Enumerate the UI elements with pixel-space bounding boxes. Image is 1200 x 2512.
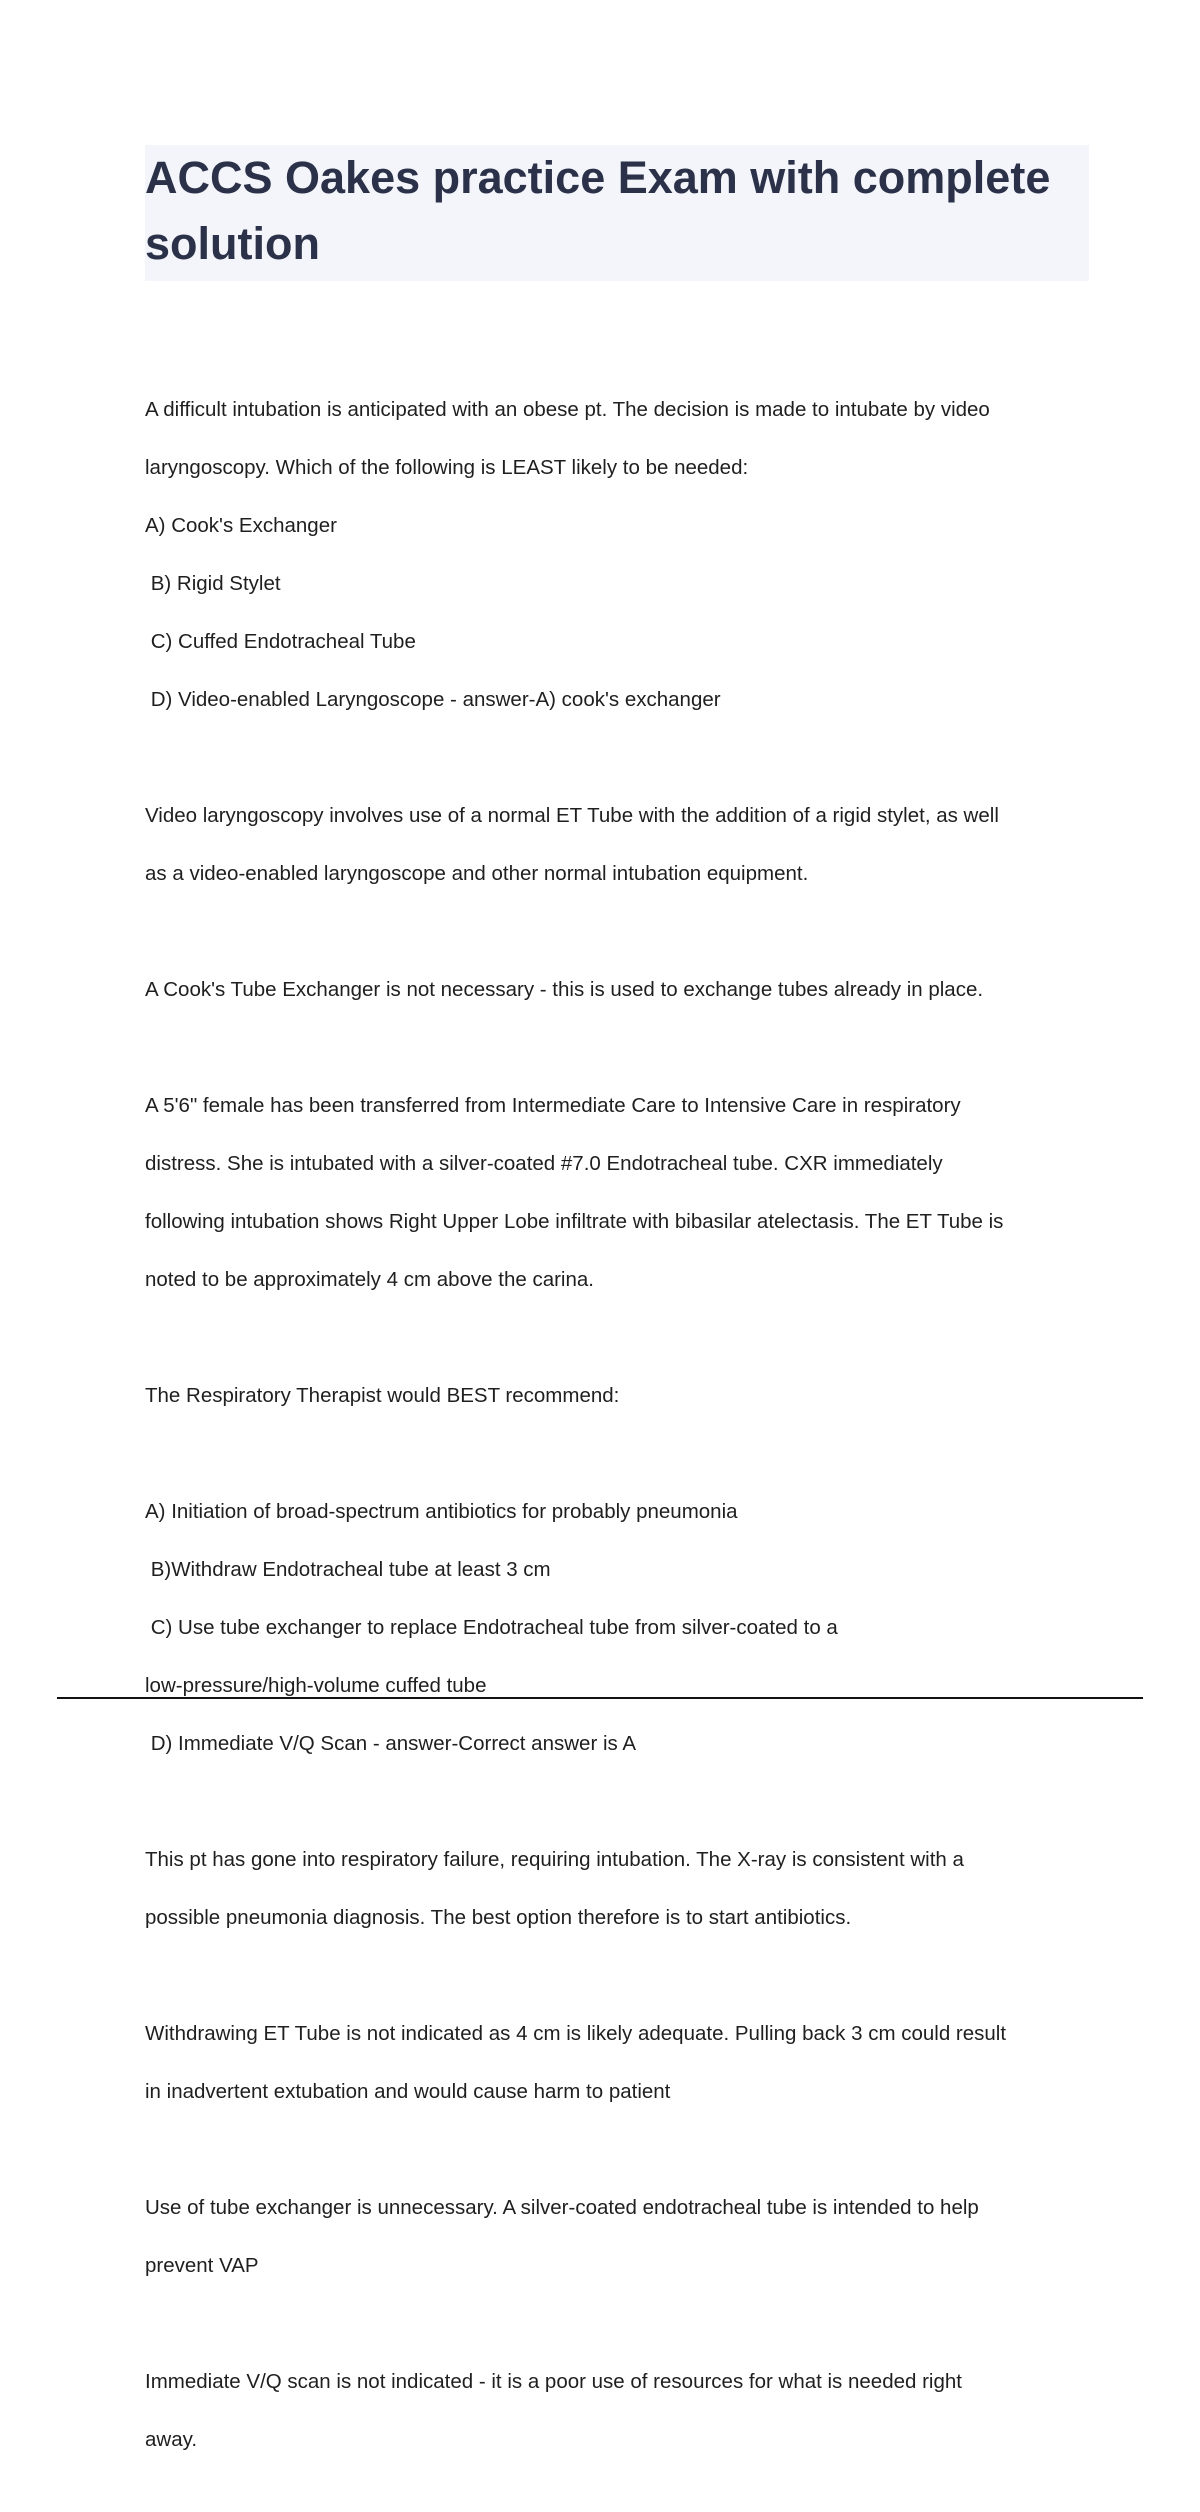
option-c: C) Cuffed Endotracheal Tube [145,630,416,653]
option-d-answer: D) Immediate V/Q Scan - answer-Correct answer is A [145,1732,637,1755]
document-title: ACCS Oakes practice Exam with complete solution [145,152,1051,269]
page-bottom-divider [57,1697,1143,1699]
option-c-continued: low-pressure/high-volume cuffed tube [145,1674,487,1697]
text-line: in inadvertent extubation and would cause harm to patient [145,2080,671,2103]
question-2-prompt [145,1352,1085,1439]
text-line: noted to be approximately 4 cm above the carina. [145,1268,594,1291]
text-line: A difficult intubation is anticipated with an obese pt. The decision is made to intubate by video [145,398,990,421]
text-line: possible pneumonia diagnosis. The best option therefore is to start antibiotics. [145,1906,852,1929]
option-a: A) Cook's Exchanger [145,514,337,537]
option-a: A) Initiation of broad-spectrum antibiotics for probably pneumonia [145,1500,738,1523]
explanation-paragraph [145,946,1085,1033]
text-line: Video laryngoscopy involves use of a normal ET Tube with the addition of a rigid stylet, as well [145,804,999,827]
text-line: distress. She is intubated with a silver-coated #7.0 Endotracheal tube. CXR immediately [145,1152,943,1175]
text-line: The Respiratory Therapist would BEST recommend: [145,1384,620,1407]
text-line: as a video-enabled laryngoscope and other normal intubation equipment. [145,862,809,885]
question-2-options [145,1468,1085,1787]
question-1-block [145,366,1085,743]
text-line: away. [145,2428,198,2451]
title-banner [145,145,1089,281]
option-d-answer: D) Video-enabled Laryngoscope - answer-A) cook's exchanger [145,688,721,711]
text-line: prevent VAP [145,2254,259,2277]
text-line: A 5'6" female has been transferred from Intermediate Care to Intensive Care in respiratory [145,1094,961,1117]
text-line: Immediate V/Q scan is not indicated - it is a poor use of resources for what is needed right [145,2370,962,2393]
text-line: Use of tube exchanger is unnecessary. A silver-coated endotracheal tube is intended to help [145,2196,979,2219]
document-body [145,366,1085,2512]
option-c: C) Use tube exchanger to replace Endotracheal tube from silver-coated to a [145,1616,838,1639]
explanation-paragraph [145,772,1085,917]
option-b: B)Withdraw Endotracheal tube at least 3 cm [145,1558,551,1581]
text-line: following intubation shows Right Upper Lobe infiltrate with bibasilar atelectasis. The ET Tube is [145,1210,1004,1233]
text-line: This pt has gone into respiratory failure, requiring intubation. The X-ray is consistent with a [145,1848,964,1871]
question-2-stem [145,1062,1085,1323]
explanation-paragraph [145,2338,1085,2483]
text-line: Withdrawing ET Tube is not indicated as 4 cm is likely adequate. Pulling back 3 cm could result [145,2022,1007,2045]
option-b: B) Rigid Stylet [145,572,281,595]
explanation-paragraph [145,2164,1085,2309]
text-line: A Cook's Tube Exchanger is not necessary - this is used to exchange tubes already in place. [145,978,984,1001]
explanation-paragraph [145,1990,1085,2135]
text-line: laryngoscopy. Which of the following is LEAST likely to be needed: [145,456,749,479]
explanation-paragraph [145,1816,1085,1961]
